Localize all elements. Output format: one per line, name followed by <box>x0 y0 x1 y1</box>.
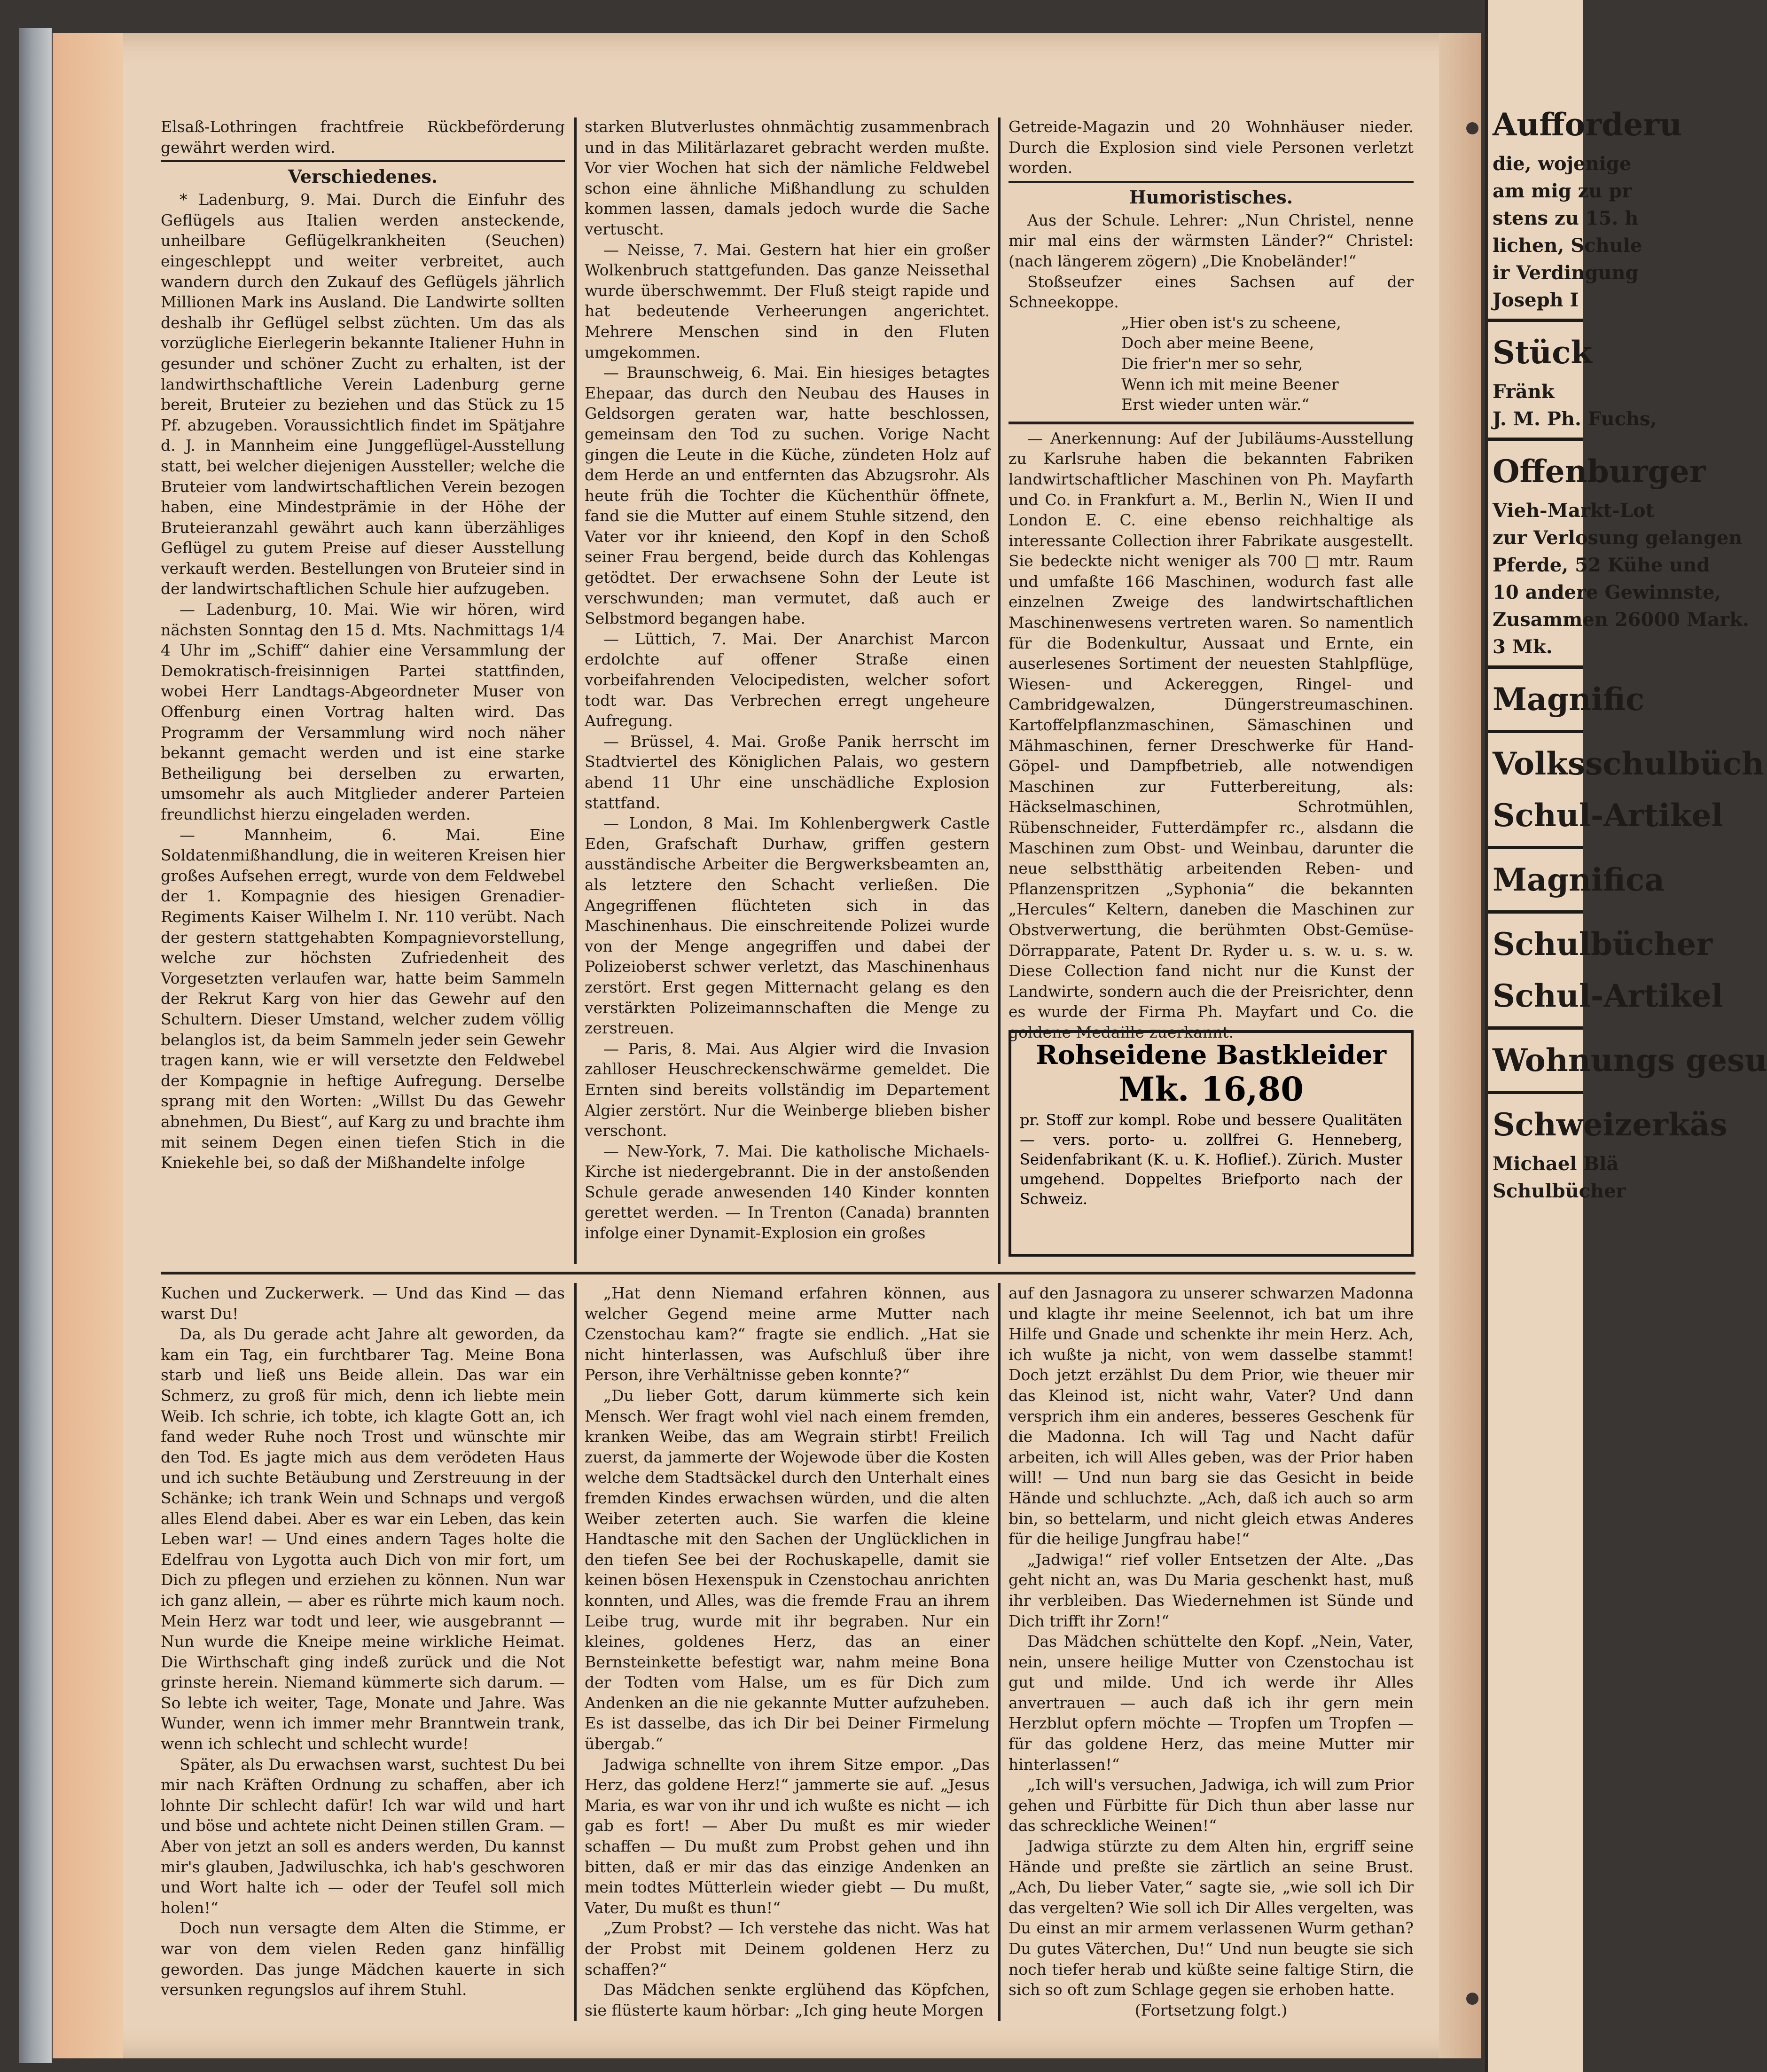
neighbor-fragment: Volksschulbüch <box>1493 745 1764 782</box>
neighbor-fragment: Magnifica <box>1493 861 1665 898</box>
poem-line-2: Doch aber meine Beene, <box>1121 334 1314 352</box>
neighbor-fragment: 10 andere Gewinnste, <box>1493 581 1721 603</box>
article-ladenburg-1: * Ladenburg, 9. Mai. Durch die Einfuhr des Geflügels aus Italien werden ansteckende, unheilbare Geflügelkrankheiten (Seuchen) eingeschleppt und weiter verbreitet, auch wandern durch den Zukauf des Geflügels jährlich Millionen Mark ins Ausland. Die Landwirte sollten deshalb ihr Geflügel selbst züchten. Um das als vorzügliche Eierlegerin bekannte Italiener Huhn in gesunder und schöner Zucht zu erhalten, ist der landwirthschaftliche Verein Ladenburg gerne bereit, Bruteier zu beziehen und das Stück zu 15 Pf. abzugeben. Voraussichtlich findet im Spätjahre d. J. in Mannheim eine Junggeflügel-Ausstellung statt, bei welcher diejenigen Aussteller; welche die Bruteier vom landwirtschaftlichen Verein bezogen haben, eine Mindestprämie in der Höhe der Bruteieranzahl gewährt auch kann überzähliges Geflügel zu gutem Preise auf dieser Ausstellung verkauft werden. Bestellungen von Bruteier sind in der landwirtschaftlichen Schule hier aufzugeben. <box>161 190 565 598</box>
explosion-text: Getreide-Magazin und 20 Wohnhäuser nieder. Durch die Explosion sind viele Personen verletzt worden. <box>1009 117 1414 177</box>
article-mannheim-cont: starken Blutverlustes ohnmächtig zusammenbrach und in das Militärlazaret gebracht werden mußte. Vor vier Wochen hat sich der nämliche Feldwebel schon eine ähnliche Mißhandlung zu schulden kommen lassen, damals jedoch wurde die Sache vertuscht. <box>585 117 990 238</box>
story-para-7: Jadwiga schnellte von ihrem Sitze empor. „Das Herz, das goldene Herz!“ jammerte sie auf. „Jesus Maria, es war von ihr und ich wußte es nicht — ich gab es fort! — Aber Du mußt es mir wieder schaffen — Du mußt zum Probst gehen und ihn bitten, daß er mir das das einzige Andenken an mein todtes Mütterlein wieder giebt — Du mußt, Vater, Du mußt es thun!“ <box>585 1755 990 1917</box>
neighbor-fragment: Schulbücher <box>1493 926 1712 962</box>
story-para-12: Das Mädchen schüttelte den Kopf. „Nein, Vater, nein, unsere heilige Mutter von Czenstochau ist gut und milde. Und ich werde ihr Alles anvertrauen — auch daß ich ihr gern mein Herzblut opfern möchte — Tropfen um Tropfen — für das goldene Herz, das meine Mutter mir hinterlassen!“ <box>1009 1632 1414 1774</box>
article-braunschweig: — Braunschweig, 6. Mai. Ein hiesiges betagtes Ehepaar, das durch den Neubau des Hauses in Geldsorgen geraten war, hatte beschlossen, gemeinsam den Tod zu suchen. Vorige Nacht gingen die Leute in die Küche, zündeten Holz auf dem Herde an und entfernten das Abzugsrohr. Als heute früh die Tochter die Küchenthür öffnete, fand sie die Mutter auf einem Stuhle sitzend, den Vater vor ihr knieend, den Kopf in den Schoß seiner Frau bergend, beide durch das Kohlengas getödtet. Der erwachsene Sohn der Leute ist verschwunden; man vermutet, daß auch er Selbstmord begangen habe. <box>585 363 990 628</box>
binding-hole-bottom <box>1466 1993 1478 2005</box>
story-para-2: Da, als Du gerade acht Jahre alt geworden, da kam ein Tag, ein furchtbarer Tag. Meine Bona starb und ließ uns Beide allein. Das war ein Schmerz, zu groß für mich, denn ich liebte mein Weib. Ich schrie, ich tobte, ich klagte Gott an, ich fand weder Ruhe noch Trost und wünschte mir den Tod. Es jagte mich aus dem verödeten Haus und ich suchte Betäubung und Zerstreuung in der Schänke; ich trank Wein und Schnaps und vergoß alles Elend dabei. Aber es war ein Leben, das kein Leben war! — Und eines andern Tages holte die Edelfrau von Lygotta auch Dich von mir fort, um Dich zu pflegen und erziehen zu können. Nun war ich ganz allein, — aber es rührte mich kaum noch. Mein Herz war todt und leer, wie ausgebrannt — Nun wurde die Kneipe meine wirkliche Heimat. Die Wirthschaft ging indeß zurück und die Not grinste herein. Niemand kümmerte sich darum. — So lebte ich weiter, Tage, Monate und Jahre. Was Wunder, wenn ich immer mehr Branntwein trank, wenn ich schlecht und schlecht wurde! <box>161 1325 565 1753</box>
story-para-3: Später, als Du erwachsen warst, suchtest Du bei mir nach Kräften Ordnung zu schaffen, aber ich lohnte Dir schlecht dafür! Ich war wild und hart und böse und achtete nicht Deinen stillen Gram. — Aber von jetzt an soll es anders werden, Du kannst mir's glauben, Jadwiluschka, ich hab's geschworen und Wort halte ich — oder der Teufel soll mich holen!“ <box>161 1755 565 1917</box>
neighbor-fragment: Fränk <box>1493 381 1555 403</box>
humor-school-joke: Aus der Schule. Lehrer: „Nun Christel, nenne mir mal eins der wärmsten Länder?“ Christel: (nach längerem zögern) „Die Knobeländer!“ <box>1009 211 1414 270</box>
neighbor-fragment: Schweizerkäs <box>1493 1106 1728 1143</box>
neighbor-fragment: Offenburger <box>1493 453 1706 490</box>
neighbor-fragment: am mig zu pr <box>1493 180 1632 202</box>
ad-price: Mk. 16,80 <box>1118 1070 1304 1109</box>
section-heading-humoristisches: Humoristisches. <box>1129 186 1293 208</box>
neighbor-fragment: Aufforderu <box>1493 106 1682 143</box>
column-rule-2 <box>998 117 1001 1264</box>
lower-column-1 <box>161 1283 565 2000</box>
binding-hole-top <box>1466 122 1478 134</box>
neighbor-fragment: J. M. Ph. Fuchs, <box>1493 408 1657 430</box>
article-anerkennung: — Anerkennung: Auf der Jubiläums-Ausstellung zu Karlsruhe haben die bekannten Fabriken landwirtschaftlicher Maschinen von Ph. Mayfarth und Co. in Frankfurt a. M., Berlin N., Wien II und London E. C. eine ebenso reichhaltige als interessante Collection ihrer Fabrikate ausgestellt. Sie bedeckte nicht weniger als 700 □ mtr. Raum und umfaßte 166 Maschinen, wodurch fast alle einzelnen Zweige des landwirtschaftlichen Maschinenwesens vertreten waren. So namentlich für die Bodenkultur, Aussaat und Ernte, ein auserlesenes Sortiment der neuesten Stahlpflüge, Wiesen- und Ackereggen, Ringel- und Cambridgewalzen, Düngerstreumaschinen. Kartoffelpflanzmaschinen, Sämaschinen und Mähmaschinen, ferner Dreschwerke für Hand-Göpel- und Dampfbetrieb, alle notwendigen Maschinen zur Futterbereitung, als: Häckselmaschinen, Schrotmühlen, Rübenschneider, Futterdämpfer rc., alsdann die Maschinen zum Obst- und Weinbau, darunter die neue selbstthätig arbeitenden Reben- und Pflanzenspritzen „Syphonia“ die bekannten „Hercules“ Keltern, daneben die Maschinen zur Obstverwertung, die berühmten Obst-Gemüse-Dörrapparate, Patent Dr. Ryder u. s. w. u. s. w. Diese Collection fand nicht nur die Kunst der Landwirte, sondern auch die der Preisrichter, denn es wurde der Firma Ph. Mayfart und Co. die goldene Medaille zuerkannt. <box>1009 429 1414 1041</box>
column-rule-1 <box>574 117 577 1264</box>
article-ladenburg-2: — Ladenburg, 10. Mai. Wie wir hören, wird nächsten Sonntag den 15 d. Mts. Nachmittags 1/4 4 Uhr im „Schiff“ dahier eine Versammlung der Demokratisch-freisinnigen Partei stattfinden, wobei Herr Landtags-Abgeordneter Muser von Offenburg einen Vortrag halten wird. Das Programm der Versammlung wird noch näher bekannt gemacht werden und ist eine starke Betheiligung bei derselben zu erwarten, umsomehr als auch Mitglieder anderer Parteien freundlichst hierzu eingeladen werden. <box>161 600 565 823</box>
neighbor-rule <box>1488 438 1583 441</box>
ad-bastkleider <box>1009 1030 1414 1257</box>
article-neisse: — Neisse, 7. Mai. Gestern hat hier ein großer Wolkenbruch stattgefunden. Das ganze Neissethal wurde überschwemmt. Der Fluß steigt rapide und hat bedeutende Verheerungen angerichtet. Mehrere Menschen sind in den Fluten umgekommen. <box>585 240 990 361</box>
neighbor-rule <box>1488 1091 1583 1094</box>
page-margin-left <box>53 33 123 2058</box>
poem-line-4: Wenn ich mit meine Beener <box>1121 375 1339 393</box>
neighbor-fragment: Schulbücher <box>1493 1180 1626 1202</box>
ad-title: Rohseidene Bastkleider <box>1036 1040 1386 1071</box>
story-para-6: „Du lieber Gott, darum kümmerte sich kein Mensch. Wer fragt wohl viel nach einem fremden, kranken Weibe, das am Wegrain stirbt! Freilich zuerst, da jammerte der Wojewode über die Kosten welche dem Stadtsäckel durch den Unterhalt eines fremden Kindes erwachsen würden, und die alten Weiber zeterten auch. Sie warfen die kleine Handtasche mit den Sachen der Unglücklichen in den tiefen See bei der Rochuskapelle, damit sie keinen bösen Hexenspuk in Czenstochau anrichten konnten, und Alles, was die fremde Frau an ihrem Leibe trug, wurde mit ihr begraben. Nur ein kleines, goldenes Herz, das an einer Bernsteinkette befestigt war, nahm meine Bona der Todten vom Halse, um es für Dich zum Andenken an die nie gekannte Mutter aufzuheben. Es ist dasselbe, das ich Dir bei Deiner Firmelung übergab.“ <box>585 1386 990 1753</box>
story-para-1: Kuchen und Zuckerwerk. — Und das Kind — das warst Du! <box>161 1284 565 1323</box>
feuilleton-divider <box>161 1272 1415 1274</box>
neighbor-rule <box>1488 319 1583 322</box>
neighbor-fragment: die, wojenige <box>1493 153 1632 175</box>
neighbor-fragment: zur Verlosung gelangen <box>1493 527 1743 549</box>
neighbor-fragment: 3 Mk. <box>1493 636 1553 658</box>
story-para-13: „Ich will's versuchen, Jadwiga, ich will zum Prior gehen und Fürbitte für Dich thun aber lasse nur das schreckliche Weinen!“ <box>1009 1775 1414 1835</box>
book-binding-edge <box>19 28 52 2063</box>
neighbor-fragment: Schul-Artikel <box>1493 977 1723 1014</box>
article-new-york: — New-York, 7. Mai. Die katholische Michaels-Kirche ist niedergebrannt. Die in der anstoßenden Schule gerade anwesenden 140 Kinder konnten gerettet werden. — In Trenton (Canada) brannten infolge einer Dynamit-Explosion ein großes <box>585 1142 990 1243</box>
page-margin-right <box>1439 33 1481 2058</box>
article-luettich: — Lüttich, 7. Mai. Der Anarchist Marcon erdolchte auf offener Straße einen vorbeifahrenden Velocipedisten, welcher sofort todt war. Das Verbrechen erregt ungeheure Aufregung. <box>585 629 990 730</box>
story-para-4: Doch nun versagte dem Alten die Stimme, er war von dem vielen Reden ganz hinfällig geworden. Das junge Mädchen kauerte in sich versunken regungslos auf ihrem Stuhl. <box>161 1919 565 1999</box>
section-divider-thick <box>1009 422 1414 424</box>
neighbor-rule <box>1488 910 1583 914</box>
lower-column-3 <box>1009 1283 1414 2020</box>
section-divider <box>161 160 565 162</box>
neighbor-fragment: Wohnungs gesu <box>1493 1042 1767 1079</box>
column-rule-4 <box>998 1283 1001 2021</box>
story-para-5: „Hat denn Niemand erfahren können, aus welcher Gegend meine arme Mutter nach Czenstochau kam?“ fragte sie endlich. „Hat sie nicht hinterlassen, was Aufschluß über ihre Person, ihre Verhältnisse geben konnte?“ <box>585 1284 990 1384</box>
section-divider <box>1009 181 1414 183</box>
neighbor-fragment: Michael Blä <box>1493 1153 1619 1175</box>
continued-note: (Fortsetzung folgt.) <box>1134 2001 1288 2019</box>
upper-column-3 <box>1009 117 1414 1043</box>
story-para-8: „Zum Probst? — Ich verstehe das nicht. Was hat der Probst mit Deinem goldenen Herz zu schaffen?“ <box>585 1919 990 1978</box>
ad-body: pr. Stoff zur kompl. Robe und bessere Qualitäten — vers. porto- u. zollfrei G. Henneberg, Seidenfabrikant (K. u. K. Hoflief.). Zürich. Muster umgehend. Doppeltes Briefporto nach der Schweiz. <box>1020 1111 1402 1208</box>
story-para-11: „Jadwiga!“ rief voller Entsetzen der Alte. „Das geht nicht an, was Du Maria geschenkt hast, muß ihr verbleiben. Das Wiedernehmen ist Sünde und Dich trifft ihr Zorn!“ <box>1009 1550 1414 1630</box>
neighbor-rule <box>1488 665 1583 669</box>
neighbor-fragment: Magnific <box>1493 681 1645 718</box>
neighbor-fragment: Schul-Artikel <box>1493 797 1723 834</box>
article-mannheim: — Mannheim, 6. Mai. Eine Soldatenmißhandlung, die in weiteren Kreisen hier großes Aufsehen erregt, wurde von dem Feldwebel der 1. Kompagnie des hiesigen Grenadier-Regiments Kaiser Wilhelm I. Nr. 110 verübt. Nach der gestern stattgehabten Kompagnievorstellung, welche zur höchsten Zufriedenheit des Vorgesetzten verlaufen war, hatte beim Sammeln der Rekrut Karg von hier das Gewehr auf den Schultern. Dieser Umstand, welcher zudem völlig belanglos ist, da beim Sammeln jeder sein Gewehr tragen kann, wie er will versetzte den Feldwebel der Kompagnie in heftige Aufregung. Derselbe sprang mit den Worten: „Willst Du das Gewehr abnehmen, Du Biest“, auf Karg zu und brachte ihm mit seinem Degen einen tiefen Stich in die Kniekehle bei, so daß der Mißhandelte infolge <box>161 825 565 1172</box>
humor-saxon-sigh: Stoßseufzer eines Sachsen auf der Schneekoppe. <box>1009 272 1414 312</box>
neighbor-rule <box>1488 846 1583 849</box>
section-heading-verschiedenes: Verschiedenes. <box>288 166 438 188</box>
neighbor-fragment: Pferde, 52 Kühe und <box>1493 554 1710 576</box>
poem-line-5: Erst wieder unten wär.“ <box>1121 395 1310 414</box>
article-paris: — Paris, 8. Mai. Aus Algier wird die Invasion zahlloser Heuschreckenschwärme gemeldet. Die Ernten sind bereits vollständig im Departement Algier zerstört. Nur die Weinberge blieben bisher verschont. <box>585 1039 990 1140</box>
neighbor-fragment: stens zu 15. h <box>1493 207 1639 229</box>
story-para-9: Das Mädchen senkte erglühend das Köpfchen, sie flüsterte kaum hörbar: „Ich ging heute Morgen <box>585 1980 990 2019</box>
poem-line-1: „Hier oben ist's zu scheene, <box>1121 313 1341 332</box>
neighbor-rule <box>1488 1026 1583 1030</box>
neighbor-fragment: Stück <box>1493 334 1593 371</box>
neighbor-fragment: lichen, Schule <box>1493 235 1642 257</box>
neighbor-fragment: Vieh-Markt-Lot <box>1493 500 1655 522</box>
article-london: — London, 8 Mai. Im Kohlenbergwerk Castle Eden, Grafschaft Durhaw, griffen gestern ausständische Arbeiter die Bergwerksbeamten an, als letztere den Schacht verließen. Die Angegriffenen flüchteten sich in das Maschinenhaus. Die einschreitende Polizei wurde von der Menge angegriffen und dabei der Polizeioberst schwer verletzt, das Maschinenhaus zerstört. Erst gegen Mitternacht gelang es den verstärkten Polizeimannschaften die Menge zu zerstreuen. <box>585 814 990 1038</box>
neighbor-page-sliver <box>1485 0 1767 2072</box>
article-bruessel: — Brüssel, 4. Mai. Große Panik herrscht im Stadtviertel des Königlichen Palais, wo gestern abend 11 Uhr eine unschädliche Explosion stattfand. <box>585 732 990 812</box>
neighbor-fragment: ir Verdingung <box>1493 262 1639 284</box>
upper-column-2 <box>585 117 990 1243</box>
newspaper-page <box>53 33 1481 2058</box>
neighbor-fragment: Zusammen 26000 Mark. <box>1493 609 1749 631</box>
story-para-10: auf den Jasnagora zu unserer schwarzen Madonna und klagte ihr meine Seelennot, ich bat um ihre Hilfe und Gnade und schenkte ihr mein Herz. Ach, ich wußte ja nicht, von wem dasselbe stammt! Doch jetzt erzählst Du dem Prior, wie theuer mir das Kleinod ist, nicht wahr, Vater? Und dann versprich ihm ein anderes, besseres Geschenk für die Madonna. Ich will Tag und Nacht dafür arbeiten, ich will Alles geben, was der Prior haben will! — Und nun barg sie das Gesicht in beide Hände und schluchzte. „Ach, daß ich auch so arm bin, so bettelarm, und nicht gleich etwas Anderes für die heilige Jungfrau habe!“ <box>1009 1284 1414 1548</box>
lower-column-2 <box>585 1283 990 2020</box>
upper-column-1 <box>161 117 565 1173</box>
column-rule-3 <box>574 1283 577 2021</box>
story-para-14: Jadwiga stürzte zu dem Alten hin, ergriff seine Hände und preßte sie zärtlich an seine Brust. „Ach, Du lieber Vater,“ sagte sie, „wie soll ich Dir das vergelten? Wie soll ich Dir Alles vergelten, was Du einst an mir armem verlassenen Wurm gethan? Du gutes Väterchen, Du!“ Und nun beugte sie sich noch tiefer herab und küßte seine faltige Stirn, die sich so oft zum Schlage gegen sie erhoben hatte. <box>1009 1837 1414 1999</box>
intro-text: Elsaß-Lothringen frachtfreie Rückbeförderung gewährt werden wird. <box>161 117 565 156</box>
poem-line-3: Die frier'n mer so sehr, <box>1121 354 1303 373</box>
neighbor-fragment: Joseph I <box>1493 289 1579 311</box>
neighbor-rule <box>1488 730 1583 733</box>
